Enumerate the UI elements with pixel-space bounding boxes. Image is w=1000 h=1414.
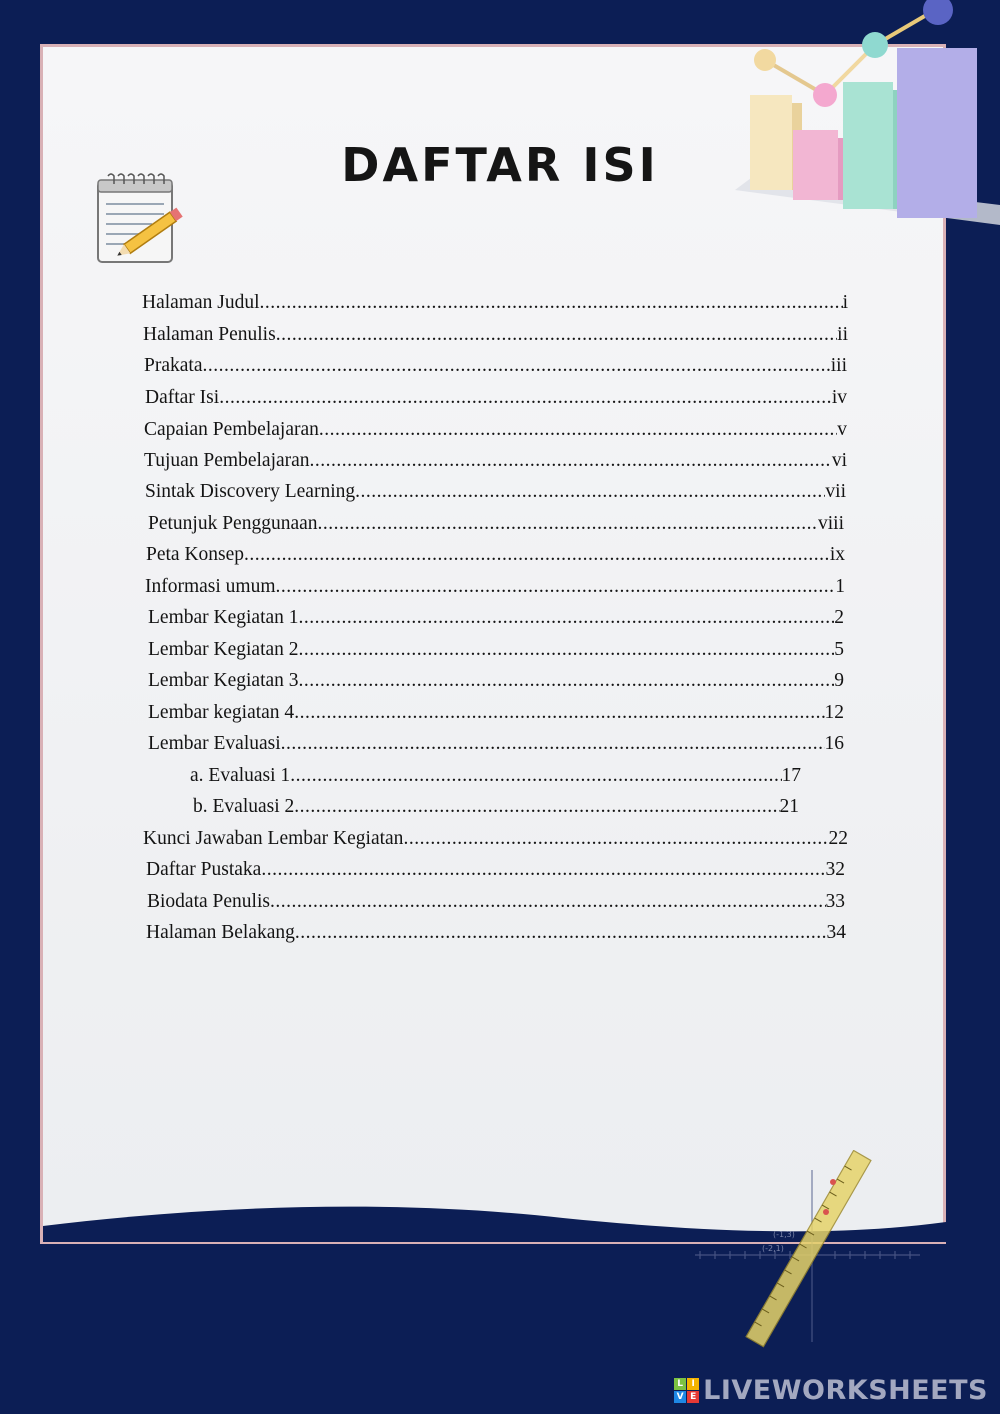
toc-row	[190, 764, 801, 788]
toc-label: Halaman Penulis	[143, 324, 276, 345]
toc-leader	[318, 512, 818, 536]
toc-label: Informasi umum	[145, 576, 276, 597]
toc-page: 33	[825, 891, 845, 912]
page-title: DAFTAR ISI	[341, 138, 659, 192]
toc-leader	[260, 291, 843, 315]
toc-label: Halaman Belakang	[146, 922, 295, 943]
toc-row	[148, 512, 844, 536]
toc-label: Kunci Jawaban Lembar Kegiatan	[143, 828, 404, 849]
toc-leader	[299, 606, 835, 630]
toc-page: 12	[824, 702, 844, 723]
brand-logo-letter: L	[674, 1378, 686, 1390]
toc-row	[145, 575, 845, 599]
brand-logo-letter: V	[674, 1391, 686, 1403]
toc-page: 16	[824, 733, 844, 754]
toc-row	[144, 449, 847, 473]
toc-page: 5	[834, 639, 844, 660]
toc-page: iv	[831, 387, 847, 408]
toc-page: 32	[825, 859, 845, 880]
toc-leader	[276, 323, 837, 347]
toc-page: i	[842, 292, 848, 313]
toc-leader	[299, 669, 835, 693]
toc-label: Sintak Discovery Learning	[145, 481, 356, 502]
toc-row	[148, 638, 844, 662]
toc-page: ii	[837, 324, 848, 345]
ruler-graph-illustration	[690, 1150, 950, 1350]
toc-label: b. Evaluasi 2	[193, 796, 295, 817]
liveworksheets-brand	[674, 1374, 988, 1406]
toc-row	[143, 323, 848, 347]
toc-page: 17	[781, 765, 801, 786]
toc-leader	[403, 827, 828, 851]
toc-page: 21	[779, 796, 799, 817]
toc-leader	[290, 764, 781, 788]
toc-label: Daftar Isi	[145, 387, 220, 408]
toc-page: 9	[834, 670, 844, 691]
toc-page: 34	[826, 922, 846, 943]
toc-row	[147, 890, 845, 914]
toc-row	[148, 732, 844, 756]
toc-row	[144, 418, 847, 442]
toc-label: Lembar Evaluasi	[148, 733, 281, 754]
toc-leader	[294, 701, 824, 725]
toc-page: iii	[830, 355, 847, 376]
toc-leader	[276, 575, 836, 599]
toc-row	[145, 386, 847, 410]
toc-label: Lembar Kegiatan 3	[148, 670, 299, 691]
brand-name: LIVEWORKSHEETS	[703, 1374, 988, 1406]
toc-leader	[202, 354, 830, 378]
toc-page: viii	[817, 513, 844, 534]
toc-label: Lembar Kegiatan 2	[148, 639, 299, 660]
toc-row	[148, 701, 844, 725]
toc-label: a. Evaluasi 1	[190, 765, 291, 786]
toc-row	[193, 795, 799, 819]
toc-row	[146, 858, 845, 882]
toc-label: Biodata Penulis	[147, 891, 270, 912]
ruler-label: (-2,1)	[762, 1244, 784, 1253]
toc-row	[148, 606, 844, 630]
toc-page: vii	[825, 481, 846, 502]
toc-label: Halaman Judul	[142, 292, 260, 313]
toc-row	[144, 354, 847, 378]
toc-label: Tujuan Pembelajaran	[144, 450, 310, 471]
ruler-label: (-1,3)	[773, 1230, 795, 1239]
toc-page: v	[837, 419, 847, 440]
toc-leader	[310, 449, 832, 473]
toc-row	[145, 480, 846, 504]
toc-leader	[319, 418, 837, 442]
toc-leader	[219, 386, 832, 410]
toc-row	[146, 543, 845, 567]
toc-leader	[294, 795, 779, 819]
toc-label: Daftar Pustaka	[146, 859, 262, 880]
toc-page: ix	[829, 544, 845, 565]
toc-row	[148, 669, 844, 693]
brand-logo-letter: E	[687, 1391, 699, 1403]
toc-page: vi	[831, 450, 847, 471]
toc-row	[142, 291, 848, 315]
toc-leader	[355, 480, 825, 504]
toc-leader	[281, 732, 825, 756]
toc-leader	[261, 858, 825, 882]
toc-leader	[270, 890, 826, 914]
toc-leader	[244, 543, 830, 567]
toc-page: 2	[834, 607, 844, 628]
toc-label: Capaian Pembelajaran	[144, 419, 319, 440]
toc-page: 1	[835, 576, 845, 597]
toc-label: Lembar Kegiatan 1	[148, 607, 299, 628]
toc-label: Prakata	[144, 355, 203, 376]
toc-row	[146, 921, 846, 945]
toc-label: Peta Konsep	[146, 544, 245, 565]
brand-logo-icon	[674, 1378, 699, 1403]
toc-label: Petunjuk Penggunaan	[148, 513, 318, 534]
toc-row	[143, 827, 848, 851]
toc-label: Lembar kegiatan 4	[148, 702, 295, 723]
toc-page: 22	[828, 828, 848, 849]
brand-logo-letter: I	[687, 1378, 699, 1390]
toc-leader	[299, 638, 835, 662]
toc-leader	[295, 921, 827, 945]
